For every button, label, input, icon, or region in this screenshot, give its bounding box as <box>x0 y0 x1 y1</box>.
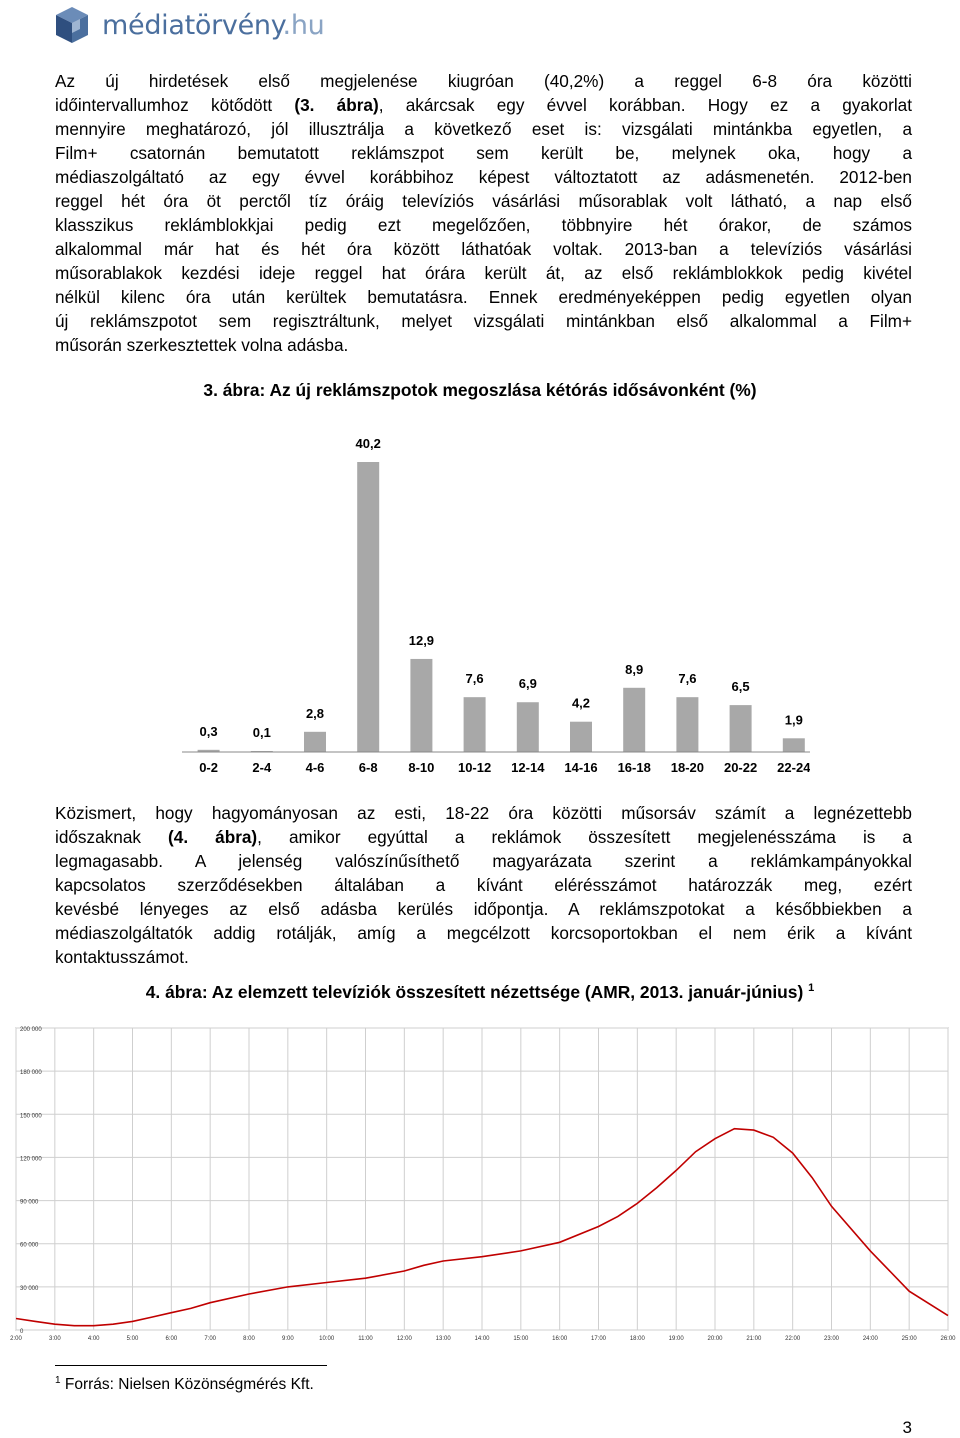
bar-category-label: 14-16 <box>564 760 598 775</box>
x-tick-label: 8:00 <box>243 1336 255 1342</box>
bar-value-label: 0,3 <box>199 723 218 739</box>
bar-category-label: 20-22 <box>723 760 758 775</box>
x-tick-label: 7:00 <box>204 1336 217 1342</box>
x-tick-label: 6:00 <box>165 1336 178 1342</box>
bar-4-6 <box>304 732 326 752</box>
figure-4-line-chart <box>8 1018 958 1348</box>
x-tick-label: 19:00 <box>668 1336 684 1342</box>
footnote-ref: 1 <box>808 982 815 995</box>
x-tick-label: 22:00 <box>785 1336 801 1342</box>
text-line: reggel hét óra öt perctől tíz óráig televíziós vásárlási műsorablak volt látható, a nap első <box>55 191 912 211</box>
x-tick-label: 11:00 <box>358 1336 373 1342</box>
bar-category-label: 16-18 <box>617 760 651 775</box>
bar-value-label: 2,8 <box>305 705 325 721</box>
text-line: időszaknak (4. ábra), amikor egyúttal a reklámok összesített megjelenésszáma is a <box>55 827 912 847</box>
bar-6-8 <box>357 462 379 752</box>
y-tick-label: 180 000 <box>20 1070 42 1077</box>
bar-value-label: 40,2 <box>355 436 381 451</box>
bar-category-label: 8-10 <box>408 760 435 775</box>
text-line: kapcsolatos szerződésekben általában a kívánt elérésszámot határozzák meg, ezért <box>55 875 912 895</box>
logo-cube-icon <box>52 5 92 45</box>
text-line: Közismert, hogy hagyományosan az esti, 18-22 óra közötti műsorsáv számít a legnézettebb <box>55 803 912 823</box>
page-number: 3 <box>902 1418 912 1437</box>
text-line: klasszikus reklámblokkjai pedig ezt megelőzően, többnyire hét órakor, de számos <box>55 215 912 235</box>
x-tick-label: 5:00 <box>126 1336 139 1342</box>
text-line: legmagasabb. A jelenség valószínűsíthető magyarázata szerint a reklámkampányokkal <box>55 851 912 871</box>
bar-value-label: 0,1 <box>252 725 271 740</box>
x-tick-label: 23:00 <box>823 1336 840 1342</box>
bar-20-22 <box>730 705 752 752</box>
figure-3-bar-chart <box>170 432 810 782</box>
x-tick-label: 25:00 <box>901 1336 917 1342</box>
x-tick-label: 13:00 <box>435 1336 451 1342</box>
x-tick-label: 3:00 <box>48 1336 61 1342</box>
text-line: Az új hirdetések első megjelenése kiugróan (40,2%) a reggel 6-8 óra közötti <box>55 71 912 91</box>
text-line: Film+ csatornán bemutatott reklámszpot sem került be, melynek oka, hogy a <box>55 143 912 163</box>
x-tick-label: 24:00 <box>862 1336 878 1342</box>
text-line: mennyire meghatározó, jól illusztrálja a következő eset is: vizsgálati mintánkba egyetlen, a <box>55 119 912 139</box>
text-line: műsorán szerkesztettek volna adásba. <box>55 335 349 355</box>
figure-3-caption: 3. ábra: Az új reklámszpotok megoszlása kétórás idősávonként (%) <box>203 380 757 400</box>
x-tick-label: 10:00 <box>319 1336 335 1342</box>
body-paragraph-2 <box>55 801 912 969</box>
bar-8-10 <box>410 659 432 752</box>
x-tick-label: 2:00 <box>10 1336 22 1342</box>
bar-value-label: 7,6 <box>465 671 484 687</box>
bar-10-12 <box>464 697 486 752</box>
text-line: médiaszolgáltatók addig rotálják, amíg a megcélzott korcsoportokban el nem érik a kívánt <box>55 923 912 943</box>
x-tick-label: 16:00 <box>552 1336 568 1342</box>
x-tick-label: 9:00 <box>281 1336 294 1342</box>
logo-wordmark: médiatörvény.hu <box>102 9 325 41</box>
body-paragraph-1 <box>55 69 912 357</box>
text-line: alkalommal már hat és hét óra között láthatóak voltak. 2013-ban a televíziós vásárlási <box>55 239 912 259</box>
x-tick-label: 15:00 <box>513 1336 529 1342</box>
x-tick-label: 20:00 <box>707 1336 723 1342</box>
bar-category-label: 0-2 <box>199 760 218 775</box>
footnote: $^1$ Forrás: Nielsen Közönségmérés Kft. <box>55 1375 314 1394</box>
bar-value-label: 12,9 <box>408 632 435 648</box>
text-line: nélkül kilenc óra után kerültek bemutatásra. Ennek eredményeképpen pedig egyetlen olyan <box>55 287 912 307</box>
bar-16-18 <box>623 688 645 752</box>
x-tick-label: 4:00 <box>87 1336 100 1342</box>
bar-category-label: 18-20 <box>670 760 705 775</box>
bar-category-label: 10-12 <box>457 760 492 775</box>
figure-4-caption: 4. ábra: Az elemzett televíziók összesített nézettsége (AMR, 2013. január-június) $^1$ <box>145 982 815 1002</box>
bar-value-label: 6,5 <box>731 679 750 695</box>
text-line: időintervallumhoz kötődött (3. ábra), akárcsak egy évvel korábban. Hogy ez a gyakorlat <box>55 95 912 115</box>
text-line: új reklámszpotot sem regisztráltunk, melyet vizsgálati mintánkban első alkalommal a Film+ <box>55 311 912 331</box>
x-tick-label: 14:00 <box>474 1336 490 1342</box>
bar-category-label: 12-14 <box>511 760 545 775</box>
bar-category-label: 4-6 <box>305 760 325 775</box>
x-tick-label: 18:00 <box>629 1336 645 1342</box>
bar-18-20 <box>676 697 698 752</box>
bar-category-label: 22-24 <box>777 760 810 775</box>
y-tick-label: 150 000 <box>20 1113 42 1120</box>
x-tick-label: 12:00 <box>396 1336 412 1342</box>
bar-14-16 <box>570 722 592 752</box>
y-tick-label: 120 000 <box>20 1156 42 1163</box>
text-line: kontaktusszámot. <box>55 947 189 967</box>
y-tick-label: 30 000 <box>20 1285 39 1292</box>
bar-category-label: 6-8 <box>358 760 378 775</box>
bar-12-14 <box>517 702 539 752</box>
bar-22-24 <box>783 738 805 752</box>
x-tick-label: 17:00 <box>590 1336 607 1342</box>
text-line: médiaszolgáltató az egy évvel korábbihoz képest változtatott az adásmenetén. 2012-ben <box>55 167 912 187</box>
bar-value-label: 8,9 <box>625 661 644 677</box>
x-tick-label: 21:00 <box>746 1336 762 1342</box>
bar-value-label: 1,9 <box>784 712 803 728</box>
bar-category-label: 2-4 <box>252 760 272 775</box>
text-line: kevésbé lényeges az első adásba kerülés időpontja. A reklámszpotokat a későbbiekben a <box>55 899 912 919</box>
footnote-divider <box>55 1365 327 1366</box>
y-tick-label: 90 000 <box>20 1199 39 1206</box>
y-tick-label: 60 000 <box>20 1242 39 1249</box>
y-tick-label: 200 000 <box>20 1027 42 1033</box>
text-line: műsorablakok kezdési ideje reggel hat órára került át, az első reklámblokkok pedig kivétel <box>55 263 912 283</box>
bar-value-label: 7,6 <box>678 671 697 687</box>
bar-value-label: 6,9 <box>518 676 537 692</box>
y-tick-label: 0 <box>20 1329 24 1335</box>
site-logo[interactable] <box>52 4 324 46</box>
x-tick-label: 26:00 <box>940 1336 956 1342</box>
bar-value-label: 4,2 <box>571 695 591 711</box>
